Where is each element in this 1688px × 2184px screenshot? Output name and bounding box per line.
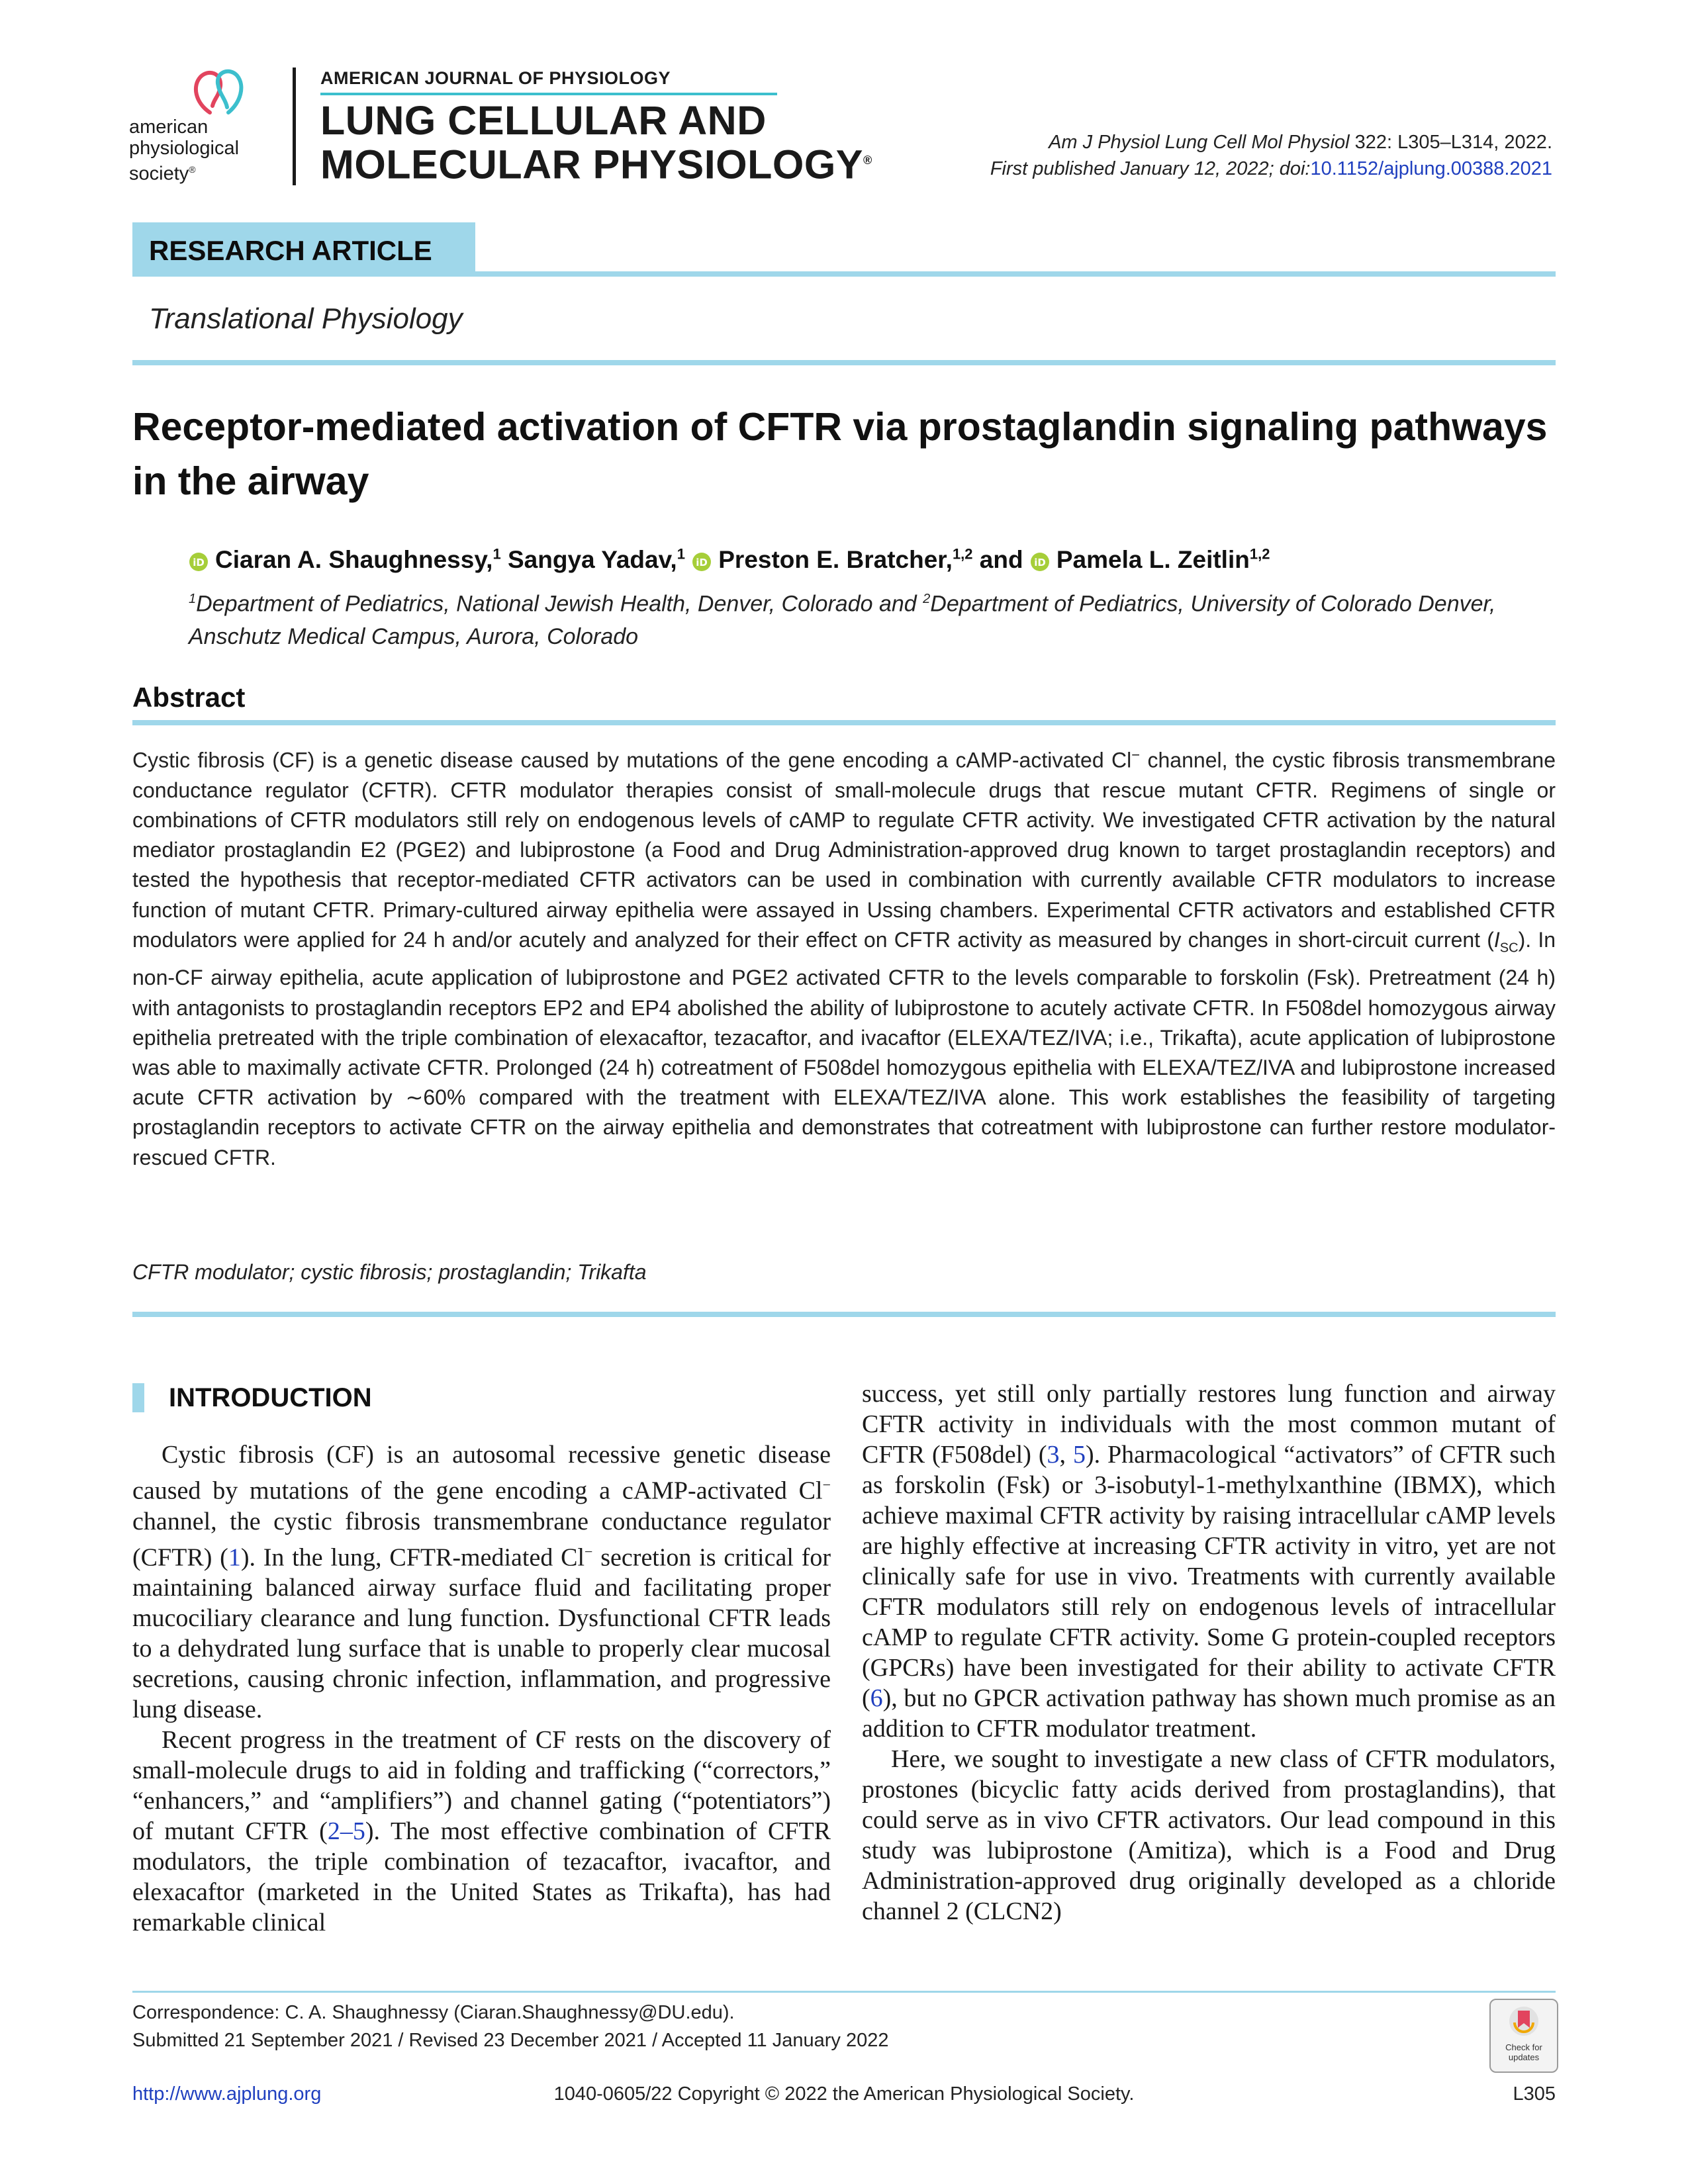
rule-section bbox=[132, 360, 1556, 365]
rule-abstract bbox=[132, 720, 1556, 725]
doi-link[interactable]: 10.1152/ajplung.00388.2021 bbox=[1310, 158, 1552, 179]
citation bbox=[990, 129, 1552, 182]
check-for-updates-label: Check for updates bbox=[1505, 2042, 1542, 2062]
correspondence: Correspondence: C. A. Shaughnessy (Ciaran.Shaughnessy@DU.edu). bbox=[132, 2002, 735, 2023]
paragraph: Cystic fibrosis (CF) is an autosomal recessive genetic disease caused by mutations of the gene encoding a cAMP-activated Cl− channel, the cystic fibrosis transmembrane conductance regulator (CFTR) (1). In the lung, CFTR-mediated Cl− secretion is critical for maintaining balanced airway surface fluid and facilitating proper mucociliary clearance and lung function. Dysfunctional CFTR leads to a dehydrated lung surface that is unable to properly clear mucosal secretions, causing chronic infection, inflammation, and progressive lung disease. bbox=[132, 1441, 831, 1724]
article-type: RESEARCH ARTICLE bbox=[149, 235, 432, 266]
citation-line-1: Am J Physiol Lung Cell Mol Physiol 322: L305–L314, 2022. bbox=[1049, 132, 1552, 153]
intro-marker bbox=[132, 1383, 144, 1412]
paragraph: Here, we sought to investigate a new class of CFTR modulators, prostones (bicyclic fatty acids derived from prostaglandins), that could serve as in vivo CFTR activators. Our lead compound in this study was lubiprostone (Amitiza), which is a Food and Drug Administration-approved drug originally developed as a chloride channel 2 (CLCN2) bbox=[862, 1745, 1556, 1925]
journal-title-line-2: MOLECULAR PHYSIOLOGY® bbox=[320, 142, 872, 187]
svg-text:iD: iD bbox=[193, 556, 205, 569]
submission-dates: Submitted 21 September 2021 / Revised 23 December 2021 / Accepted 11 January 2022 bbox=[132, 2030, 889, 2051]
reference-link[interactable]: 2–5 bbox=[327, 1817, 365, 1846]
intro-column-left bbox=[132, 1439, 831, 1938]
orcid-icon[interactable] bbox=[189, 552, 209, 572]
footer-notes bbox=[132, 1999, 888, 2054]
svg-text:iD: iD bbox=[696, 556, 708, 569]
journal-url-link[interactable]: http://www.ajplung.org bbox=[132, 2083, 322, 2105]
journal-rule bbox=[320, 93, 777, 95]
author[interactable]: iD Ciaran A. Shaughnessy,$^1$ bbox=[189, 546, 508, 573]
reference-link[interactable]: 1 bbox=[228, 1543, 241, 1572]
journal-title bbox=[320, 98, 872, 187]
rule-top bbox=[132, 271, 1556, 277]
check-for-updates-button[interactable] bbox=[1489, 1999, 1558, 2073]
abstract-text: Cystic fibrosis (CF) is a genetic disease caused by mutations of the gene encoding a cAMP-activated Cl− channel, the cystic fibrosis transmembrane conductance regulator (CFTR). CFTR modulator therapies consist of small-molecule drugs that rescue mutant CFTR. Regimens of single or combinations of CFTR modulators still rely on endogenous levels of cAMP to regulate CFTR activity. We investigated CFTR activation by the natural mediator prostaglandin E2 (PGE2) and lubiprostone (a Food and Drug Administration-approved drug known to target prostaglandin receptors) and tested the hypothesis that receptor-mediated CFTR activators can be used in combination with currently available CFTR modulators to increase function of mutant CFTR. Primary-cultured airway epithelia were assayed in Ussing chambers. Experimental CFTR activators and established CFTR modulators were applied for 24 h and/or acutely and analyzed for their effect on CFTR activity as measured by changes in short-circuit current $(I_{SC})$. In non-CF airway epithelia, acute application of lubiprostone and PGE2 activated CFTR to the levels comparable to forskolin (Fsk). Pretreatment (24 h) with antagonists to prostaglandin receptors EP2 and EP4 abolished the ability of lubiprostone to acutely activate CFTR. In F508del homozygous airway epithelia pretreated with the triple combination of elexacaftor, tezacaftor, and ivacaftor (ELEXA/TEZ/IVA; i.e., Trikafta), acute application of lubiprostone was able to maximally activate CFTR. Prolonged (24 h) cotreatment of F508del homozygous epithelia with ELEXA/TEZ/IVA and lubiprostone increased acute CFTR activation by ∼60% compared with the treatment with ELEXA/TEZ/IVA alone. This work establishes the feasibility of targeting prostaglandin receptors to activate CFTR on the airway epithelia and demonstrates that cotreatment with lubiprostone can further restore modulator-rescued CFTR. bbox=[132, 747, 1556, 1169]
reference-link[interactable]: 5 bbox=[1072, 1441, 1086, 1469]
intro-column-right bbox=[862, 1379, 1556, 1927]
reference-link[interactable]: 3 bbox=[1047, 1441, 1060, 1469]
orcid-icon[interactable] bbox=[692, 552, 712, 572]
article-title: Receptor-mediated activation of CFTR via prostaglandin signaling pathways in the airway bbox=[132, 405, 1548, 503]
journal-series: AMERICAN JOURNAL OF PHYSIOLOGY bbox=[320, 68, 671, 88]
orcid-icon[interactable] bbox=[1030, 552, 1050, 572]
journal-title-line-1: LUNG CELLULAR AND bbox=[320, 98, 767, 143]
keywords: CFTR modulator; cystic fibrosis; prostaglandin; Trikafta bbox=[132, 1260, 647, 1284]
footer-rule bbox=[132, 1991, 1556, 1993]
society-line: society® bbox=[129, 163, 196, 185]
citation-line-2: First published January 12, 2022; doi:10.1152/ajplung.00388.2021 bbox=[990, 158, 1552, 179]
reference-link[interactable]: 6 bbox=[870, 1684, 883, 1712]
society-logo-icon bbox=[129, 66, 288, 119]
author[interactable]: iD Pamela L. Zeitlin$^{1,2}$ bbox=[1030, 546, 1270, 573]
society-line: american bbox=[129, 116, 209, 138]
society-name bbox=[129, 116, 239, 185]
page-number: L305 bbox=[1513, 2083, 1556, 2105]
author[interactable]: iD Preston E. Bratcher,$^{1,2}$ and bbox=[692, 546, 1030, 573]
paragraph: success, yet still only partially restores lung function and airway CFTR activity in individuals with the most common mutant of CFTR (F508del) (3, 5). Pharmacological “activators” of CFTR such as forskolin (Fsk) or 3-isobutyl-1-methylxanthine (IBMX), which achieve maximal CFTR activity by raising intracellular cAMP levels are highly effective at increasing CFTR activity in vitro, yet are not clinically safe for use in vivo. Treatments with currently available CFTR modulators still rely on endogenous levels of intracellular cAMP to regulate CFTR activity. Some G protein-coupled receptors (GPCRs) have been investigated for their ability to activate CFTR (6), but no GPCR activation pathway has shown much promise as an addition to CFTR modulator treatment. bbox=[862, 1380, 1556, 1743]
intro-heading: INTRODUCTION bbox=[169, 1383, 372, 1412]
affiliations: $^1$Department of Pediatrics, National Jewish Health, Denver, Colorado and $^2$Department of Pediatrics, University of Colorado Denver, Anschutz Medical Campus, Aurora, Colorado bbox=[189, 591, 1496, 650]
svg-text:iD: iD bbox=[1034, 556, 1046, 569]
rule-keywords bbox=[132, 1312, 1556, 1317]
copyright: 1040-0605/22 Copyright © 2022 the American Physiological Society. bbox=[553, 2083, 1135, 2105]
society-line: physiological bbox=[129, 138, 240, 159]
bookmark-icon bbox=[1491, 2000, 1557, 2042]
section-name: Translational Physiology bbox=[149, 302, 463, 335]
header-divider bbox=[293, 68, 296, 185]
abstract-heading: Abstract bbox=[132, 682, 246, 713]
author[interactable]: Sangya Yadav,$^1$ bbox=[507, 546, 685, 574]
author-list bbox=[189, 546, 1270, 574]
paragraph: Recent progress in the treatment of CF rests on the discovery of small-molecule drugs to aid in folding and trafficking (“correctors,” “enhancers,” and “amplifiers”) and channel gating (“potentiators”) of mutant CFTR (2–5). The most effective combination of CFTR modulators, the triple combination of tezacaftor, ivacaftor, and elexacaftor (marketed in the United States as Trikafta), has had remarkable clinical bbox=[132, 1726, 831, 1937]
